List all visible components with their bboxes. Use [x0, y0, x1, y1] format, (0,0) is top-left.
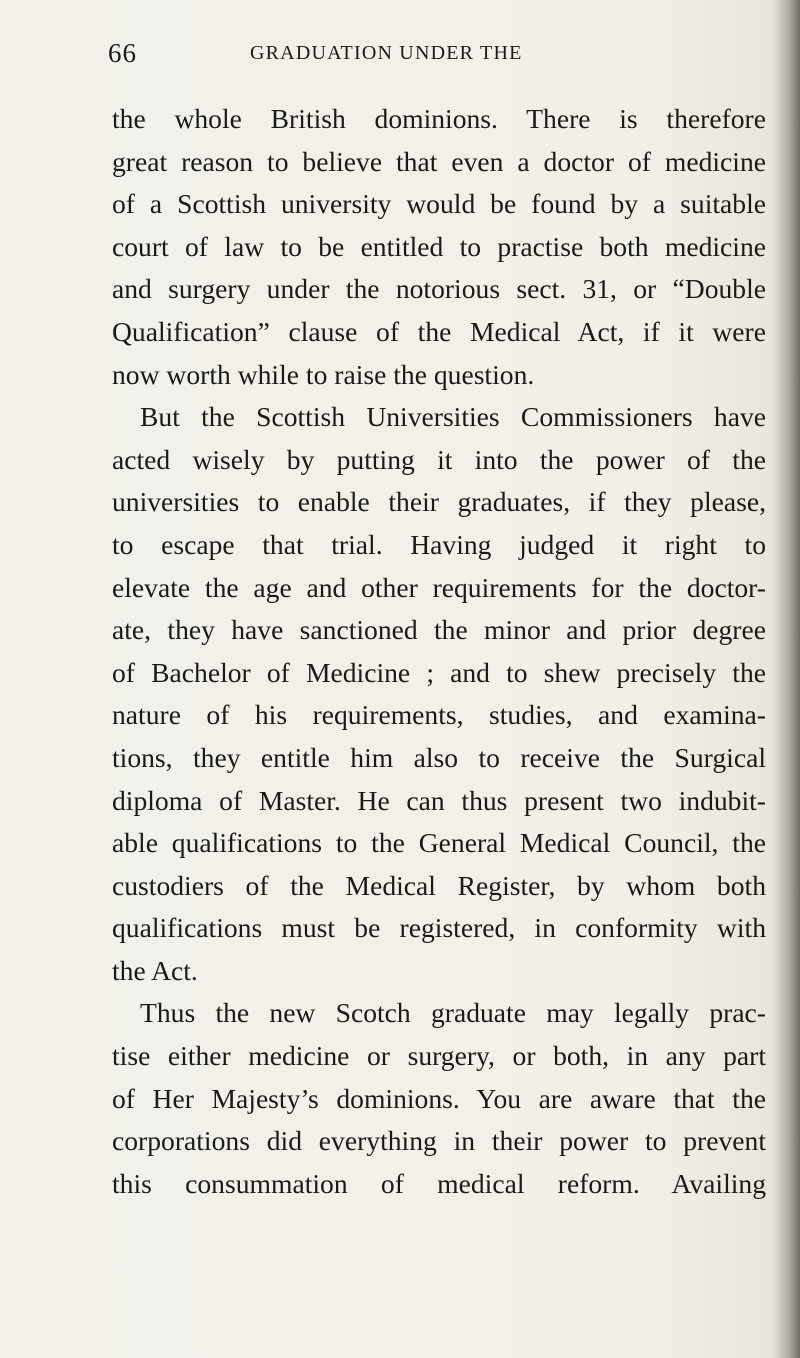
text-line: of a Scottish university would be found by a suitable — [112, 188, 766, 220]
text-line: tions, they entitle him also to receive the Surgical — [112, 741, 766, 773]
text-line: diploma of Master. He can thus present two indubit- — [112, 784, 766, 816]
text-line: Thus the new Scotch graduate may legally prac- — [140, 997, 766, 1029]
text-line: tise either medicine or surgery, or both, in any part — [112, 1040, 766, 1072]
text-line: this consummation of medical reform. Availing — [112, 1167, 766, 1199]
text-line: universities to enable their graduates, if they please, — [112, 486, 766, 518]
text-line: now worth while to raise the question. — [112, 358, 535, 390]
text-line: the whole British dominions. There is therefore — [112, 103, 766, 134]
text-line: to escape that trial. Having judged it right to — [112, 528, 766, 560]
text-line: corporations did everything in their power to prevent — [112, 1125, 766, 1157]
running-head — [108, 38, 758, 78]
text-line: Qualification” clause of the Medical Act, if it were — [112, 315, 766, 347]
text-line: But the Scottish Universities Commissioners have — [140, 401, 766, 433]
running-head-title: GRADUATION UNDER THE — [250, 42, 523, 64]
text-line: and surgery under the notorious sect. 31, or “Double — [112, 273, 766, 305]
body-text — [112, 98, 766, 1205]
text-line: acted wisely by putting it into the power of the — [112, 443, 766, 475]
text-line: elevate the age and other requirements for the doctor- — [112, 571, 766, 603]
text-line: of Her Majesty’s dominions. You are aware that the — [112, 1082, 766, 1114]
text-line: of Bachelor of Medicine ; and to shew precisely the — [112, 656, 766, 688]
text-line: ate, they have sanctioned the minor and prior degree — [112, 614, 766, 646]
text-line: qualifications must be registered, in conformity with — [112, 912, 766, 944]
text-line: nature of his requirements, studies, and examina- — [112, 699, 766, 731]
text-line: the Act. — [112, 954, 198, 986]
text-line: great reason to believe that even a doctor of medicine — [112, 145, 766, 177]
text-line: custodiers of the Medical Register, by whom both — [112, 869, 766, 901]
text-line: able qualifications to the General Medical Council, the — [112, 827, 766, 859]
spine-shadow — [774, 0, 800, 1358]
page-number: 66 — [108, 38, 137, 68]
text-line: court of law to be entitled to practise both medicine — [112, 230, 766, 262]
